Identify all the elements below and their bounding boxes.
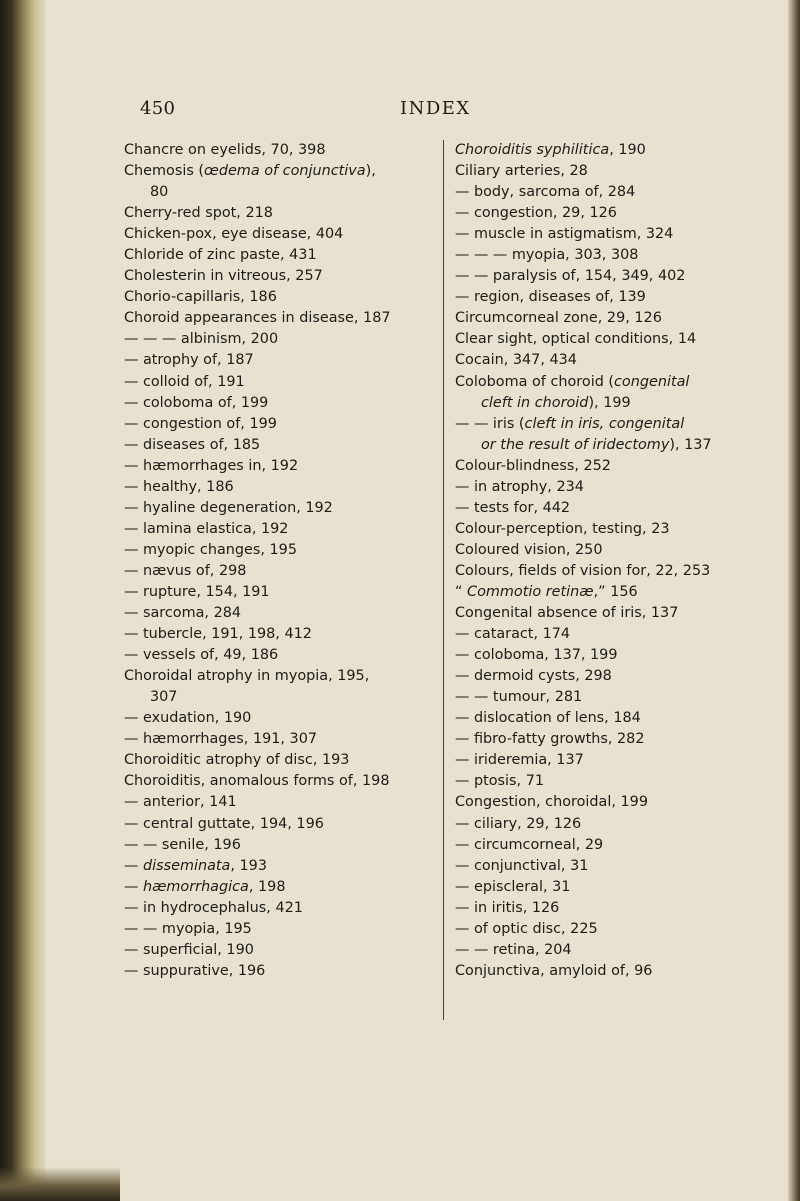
index-entry [124,435,442,456]
index-entry-text: — — senile, 196 [124,836,241,853]
index-entry [124,477,442,498]
index-entry [455,877,755,898]
index-entry-text: — of optic disc, 225 [455,920,598,937]
index-entry-text: — dermoid cysts, 298 [455,668,612,685]
index-entry-text: 80 [150,184,169,201]
index-entry-text: — tubercle, 191, 198, 412 [124,626,312,643]
index-entry [124,350,442,371]
index-entry-text: Cocain, 347, 434 [455,352,577,369]
index-entry-text: Congestion, choroidal, 199 [455,794,648,811]
index-column-left [124,140,442,982]
index-entry [455,729,755,750]
index-entry [124,540,442,561]
index-entry [455,750,755,771]
running-head: INDEX [400,98,471,119]
index-entry [124,708,442,729]
index-entry [455,203,755,224]
index-entry [455,835,755,856]
index-entry [455,414,755,435]
index-entry [455,603,755,624]
index-entry [455,224,755,245]
index-entry-italic: cleft in choroid [481,394,589,411]
index-entry [455,771,755,792]
index-entry-text: — cataract, 174 [455,626,571,643]
index-entry [455,245,755,266]
index-entry [124,666,442,687]
index-entry [124,792,442,813]
index-entry [455,287,755,308]
index-entry [124,624,442,645]
index-entry-text: — rupture, 154, 191 [124,583,270,600]
index-entry [455,940,755,961]
index-entry [124,224,442,245]
index-entry [124,856,442,877]
index-entry-text: Choroidal atrophy in myopia, 195, [124,668,370,685]
index-entry-text: Colours, fields of vision for, 22, 253 [455,562,711,579]
index-entry-text: Circumcorneal zone, 29, 126 [455,310,662,327]
index-entry-italic: hæmorrhagica [142,878,249,895]
index-entry-text: Choroiditis, anomalous forms of, 198 [124,773,390,790]
index-entry-text: ), [365,163,376,180]
index-entry-text: — irideremia, 137 [455,752,584,769]
index-entry [124,687,442,708]
index-entry [124,603,442,624]
index-entry [124,750,442,771]
index-entry-text: — circumcorneal, 29 [455,836,604,853]
index-entry-text: Ciliary arteries, 28 [455,163,588,180]
index-entry-text: — central guttate, 194, 196 [124,815,324,832]
index-entry [124,729,442,750]
index-entry [124,393,442,414]
index-entry-text: — — — myopia, 303, 308 [455,247,639,264]
index-entry [455,182,755,203]
index-entry [455,519,755,540]
index-entry-text: — conjunctival, 31 [455,857,589,874]
index-entry-text: — — retina, 204 [455,941,572,958]
index-entry [124,561,442,582]
index-entry-text: — coloboma, 137, 199 [455,647,618,664]
index-entry [455,140,755,161]
index-entry-text: — in hydrocephalus, 421 [124,899,303,916]
index-entry [455,666,755,687]
index-entry [124,456,442,477]
index-entry-text: — anterior, 141 [124,794,237,811]
index-entry [455,898,755,919]
index-entry-text: ,” 156 [593,583,638,600]
index-entry-text: — — paralysis of, 154, 349, 402 [455,268,686,285]
index-entry-text: Chemosis ( [124,163,205,180]
index-entry-text: Coloboma of choroid ( [455,373,615,390]
index-entry-text: — diseases of, 185 [124,436,261,453]
index-entry-text: Cholesterin in vitreous, 257 [124,268,323,285]
index-entry [124,771,442,792]
index-entry [455,161,755,182]
index-entry-text: — suppurative, 196 [124,962,266,979]
index-entry [455,792,755,813]
index-column-right [455,140,755,982]
index-entry [455,540,755,561]
index-entry-text: — exudation, 190 [124,710,252,727]
index-entry-text: — congestion, 29, 126 [455,205,617,222]
index-entry-text: “ [455,583,468,600]
index-entry-text: Coloured vision, 250 [455,541,603,558]
index-entry [455,814,755,835]
index-entry [455,393,755,414]
index-entry-text: — colloid of, 191 [124,373,245,390]
index-entry [455,961,755,982]
index-entry-text: — myopic changes, 195 [124,541,297,558]
index-entry-text: Colour-blindness, 252 [455,457,611,474]
index-entry [124,266,442,287]
index-entry-text: — — iris ( [455,415,525,432]
index-entry [124,140,442,161]
index-entry-text: — hyaline degeneration, 192 [124,499,333,516]
index-entry-text: — fibro-fatty growths, 282 [455,731,645,748]
index-entry-italic: congenital [614,373,690,390]
index-entry [455,477,755,498]
index-entry [455,624,755,645]
index-entry-italic: Choroiditis syphilitica [455,142,610,158]
index-entry [124,961,442,982]
index-entry-text: — sarcoma, 284 [124,605,242,622]
index-entry-text: ), 137 [669,436,712,453]
index-entry-text: — coloboma of, 199 [124,394,269,411]
index-entry [124,287,442,308]
index-entry-text: — healthy, 186 [124,478,234,495]
index-entry-italic: Commotio retinæ [467,583,594,600]
index-entry [455,919,755,940]
index-entry [124,245,442,266]
index-entry [124,898,442,919]
index-entry [455,329,755,350]
page-number: 450 [140,98,176,119]
index-entry-text: Conjunctiva, amyloid of, 96 [455,962,653,979]
index-entry-text: — ciliary, 29, 126 [455,815,582,832]
index-entry [455,498,755,519]
index-entry [455,645,755,666]
index-entry-text: Clear sight, optical conditions, 14 [455,331,697,348]
index-entry-text: , 190 [609,142,646,158]
page-edge-right [788,0,800,1201]
index-entry [455,372,755,393]
index-entry [124,877,442,898]
index-entry [455,266,755,287]
index-entry-text: — body, sarcoma of, 284 [455,184,636,201]
index-entry-text: Chorio-capillaris, 186 [124,289,277,306]
index-entry-text: , 193 [230,857,267,874]
index-entry-italic: or the result of iridectomy [481,436,670,453]
index-entry-text: , 198 [248,878,286,895]
index-entry-text: — episcleral, 31 [455,878,571,895]
index-entry [124,329,442,350]
index-entry [124,814,442,835]
index-entry-text: — — — albinism, 200 [124,331,279,348]
index-entry [455,856,755,877]
index-entry [124,519,442,540]
index-entry-text: Chancre on eyelids, 70, 398 [124,142,326,158]
index-entry-text: — hæmorrhages, 191, 307 [124,731,318,748]
index-entry-text: Colour-perception, testing, 23 [455,520,670,537]
index-entry-text: — [124,878,143,895]
index-entry-text: 307 [150,689,178,706]
index-entry [455,435,755,456]
index-entry-text: — hæmorrhages in, 192 [124,457,299,474]
index-entry-text: Congenital absence of iris, 137 [455,605,679,622]
index-entry [124,498,442,519]
index-entry-text: — [124,857,143,874]
index-entry [455,708,755,729]
index-entry-text: Choroid appearances in disease, 187 [124,310,391,327]
index-entry [455,561,755,582]
index-entry [124,203,442,224]
index-entry-text: Cherry-red spot, 218 [124,205,273,222]
index-entry [124,919,442,940]
index-entry-text: — dislocation of lens, 184 [455,710,641,727]
index-entry [455,582,755,603]
index-entry [124,645,442,666]
index-entry-text: — — tumour, 281 [455,689,583,706]
book-spine-shadow [0,0,46,1201]
index-entry-text: — congestion of, 199 [124,415,277,432]
index-entry-text: — tests for, 442 [455,499,571,516]
index-entry-text: ), 199 [588,394,631,411]
index-entry-text: — nævus of, 298 [124,562,247,579]
index-entry [124,182,442,203]
index-entry-text: — superficial, 190 [124,941,254,958]
page-corner-shadow [0,1167,120,1201]
index-entry [455,350,755,371]
index-entry [124,414,442,435]
index-entry-italic: œdema of conjunctiva [204,163,366,180]
index-entry-text: — — myopia, 195 [124,920,252,937]
index-entry-text: — in atrophy, 234 [455,478,584,495]
index-entry-italic: cleft in iris, congenital [524,415,685,432]
page-header [140,98,780,124]
index-entry [124,835,442,856]
index-entry [455,308,755,329]
index-entry [124,582,442,603]
index-entry [455,687,755,708]
index-entry-text: Chloride of zinc paste, 431 [124,247,317,264]
index-entry [124,161,442,182]
index-entry [455,456,755,477]
index-entry-text: — lamina elastica, 192 [124,520,289,537]
index-entry-text: Chicken-pox, eye disease, 404 [124,226,344,243]
index-entry-text: — vessels of, 49, 186 [124,647,279,664]
index-entry [124,308,442,329]
index-entry-italic: disseminata [142,857,231,874]
index-entry-text: — region, diseases of, 139 [455,289,646,306]
index-entry [124,940,442,961]
index-entry-text: — in iritis, 126 [455,899,560,916]
index-entry [124,372,442,393]
index-entry-text: — muscle in astigmatism, 324 [455,226,674,243]
index-entry-text: — ptosis, 71 [455,773,544,790]
column-divider [443,140,444,1020]
index-entry-text: — atrophy of, 187 [124,352,254,369]
index-entry-text: Choroiditic atrophy of disc, 193 [124,752,350,769]
